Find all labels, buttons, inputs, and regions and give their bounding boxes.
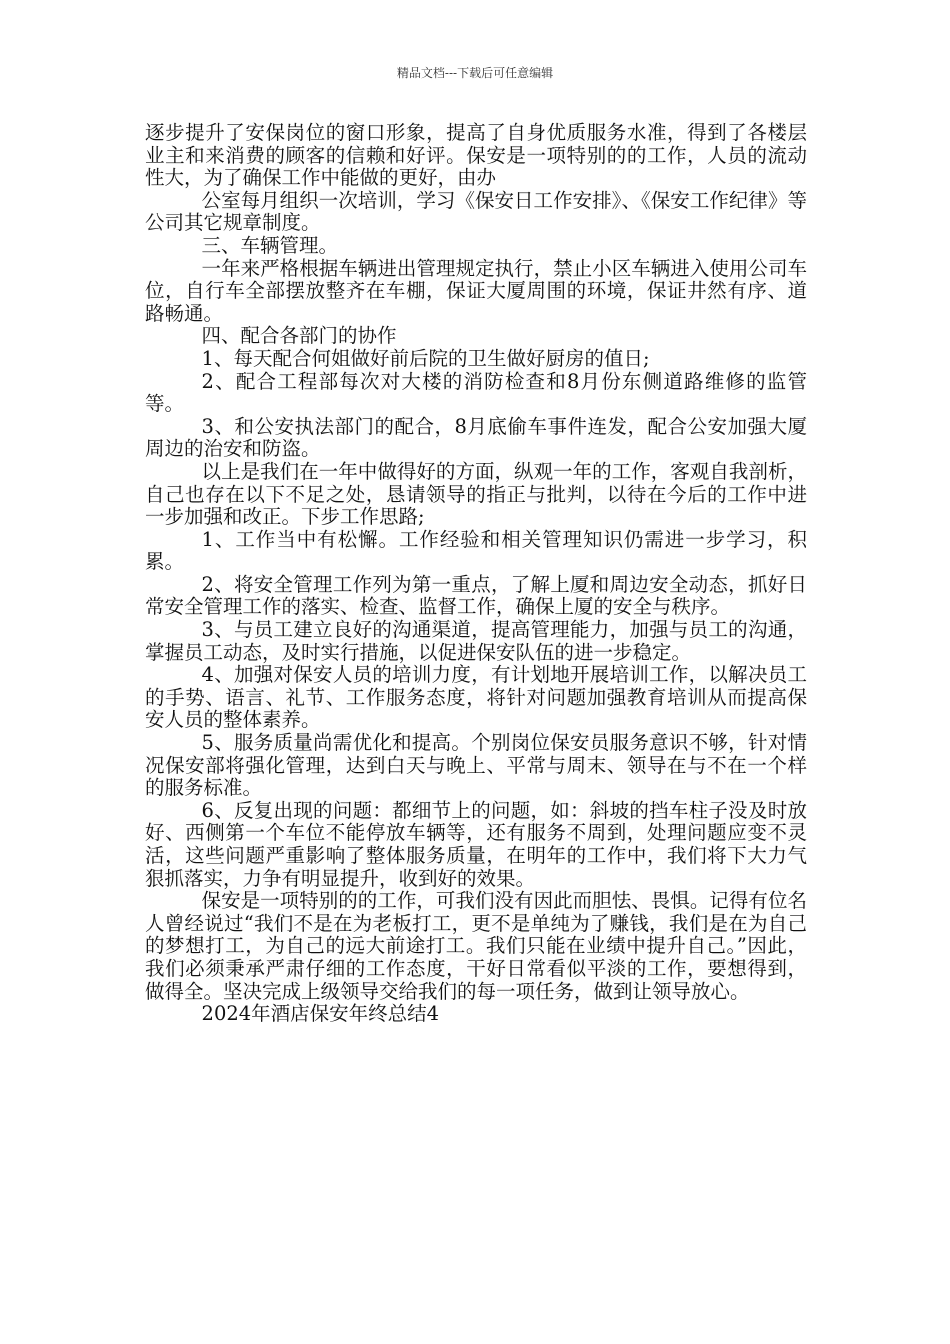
section-heading-vehicle-management: 三、车辆管理。 [201, 233, 339, 257]
document-body [145, 122, 807, 1026]
paragraph-training: 公室每月组织一次培训，学习《保安日工作安排》、《保安工作纪律》等公司其它规章制度。 [145, 188, 807, 235]
list-item-improvement-5: 5、服务质量尚需优化和提高。个别岗位保安员服务意识不够，针对情况保安部将强化管理，达到白天与晚上、平常与周末、领导在与不在一个样的服务标准。 [145, 731, 807, 800]
section-heading-cooperation: 四、配合各部门的协作 [201, 324, 397, 348]
paragraph-conclusion: 保安是一项特别的的工作，可我们没有因此而胆怯、畏惧。记得有位名人曾经说过“我们不是在为老板打工，更不是单纯为了赚钱，我们是在为自己的梦想打工，为自己的远大前途打工。我们只能在业绩中提升自己。”因此，我们必须秉承严肃仔细的工作态度，干好日常看似平淡的工作，要想得到，做得全。坚决完成上级领导交给我们的每一项任务，做到让领导放心。 [145, 889, 807, 1003]
list-item-cooperation-2: 2、配合工程部每次对大楼的消防检查和8月份东侧道路维修的监管等。 [145, 369, 807, 416]
page-header: 精品文档---下载后可任意编辑 [396, 66, 554, 80]
paragraph-vehicle-management: 一年来严格根据车辆进出管理规定执行，禁止小区车辆进入使用公司车位，自行车全部摆放整齐在车棚，保证大厦周围的环境，保证井然有序、道路畅通。 [145, 256, 807, 325]
list-item-cooperation-1: 1、每天配合何姐做好前后院的卫生做好厨房的值日; [201, 346, 650, 370]
list-item-improvement-4: 4、加强对保安人员的培训力度，有计划地开展培训工作，以解决员工的手势、语言、礼节、工作服务态度，将针对问题加强教育培训从而提高保安人员的整体素养。 [145, 663, 807, 732]
paragraph-continuation: 逐步提升了安保岗位的窗口形象，提高了自身优质服务水准，得到了各楼层业主和来消费的顾客的信赖和好评。保安是一项特别的的工作，人员的流动性大，为了确保工作中能做的更好，由办 [145, 121, 807, 190]
list-item-improvement-2: 2、将安全管理工作列为第一重点，了解上厦和周边安全动态，抓好日常安全管理工作的落实、检查、监督工作，确保上厦的安全与秩序。 [145, 572, 807, 619]
list-item-improvement-3: 3、与员工建立良好的沟通渠道，提高管理能力，加强与员工的沟通，掌握员工动态，及时实行措施，以促进保安队伍的进一步稳定。 [145, 618, 807, 664]
list-item-cooperation-3: 3、和公安执法部门的配合，8月底偷车事件连发，配合公安加强大厦周边的治安和防盗。 [145, 414, 807, 461]
list-item-improvement-1: 1、工作当中有松懈。工作经验和相关管理知识仍需进一步学习，积累。 [145, 527, 807, 574]
paragraph-self-assessment: 以上是我们在一年中做得好的方面，纵观一年的工作，客观自我剖析，自己也存在以下不足之处，恳请领导的指正与批判，以待在今后的工作中进一步加强和改正。下步工作思路; [145, 459, 807, 529]
list-item-improvement-6: 6、反复出现的问题：都细节上的问题，如：斜坡的挡车柱子没及时放好、西侧第一个车位不能停放车辆等，还有服务不周到，处理问题应变不灵活，这些问题严重影响了整体服务质量，在明年的工作中，我们将下大力气狠抓落实，力争有明显提升，收到好的效果。 [145, 798, 807, 890]
next-section-title: 2024年酒店保安年终总结4 [201, 1002, 440, 1026]
